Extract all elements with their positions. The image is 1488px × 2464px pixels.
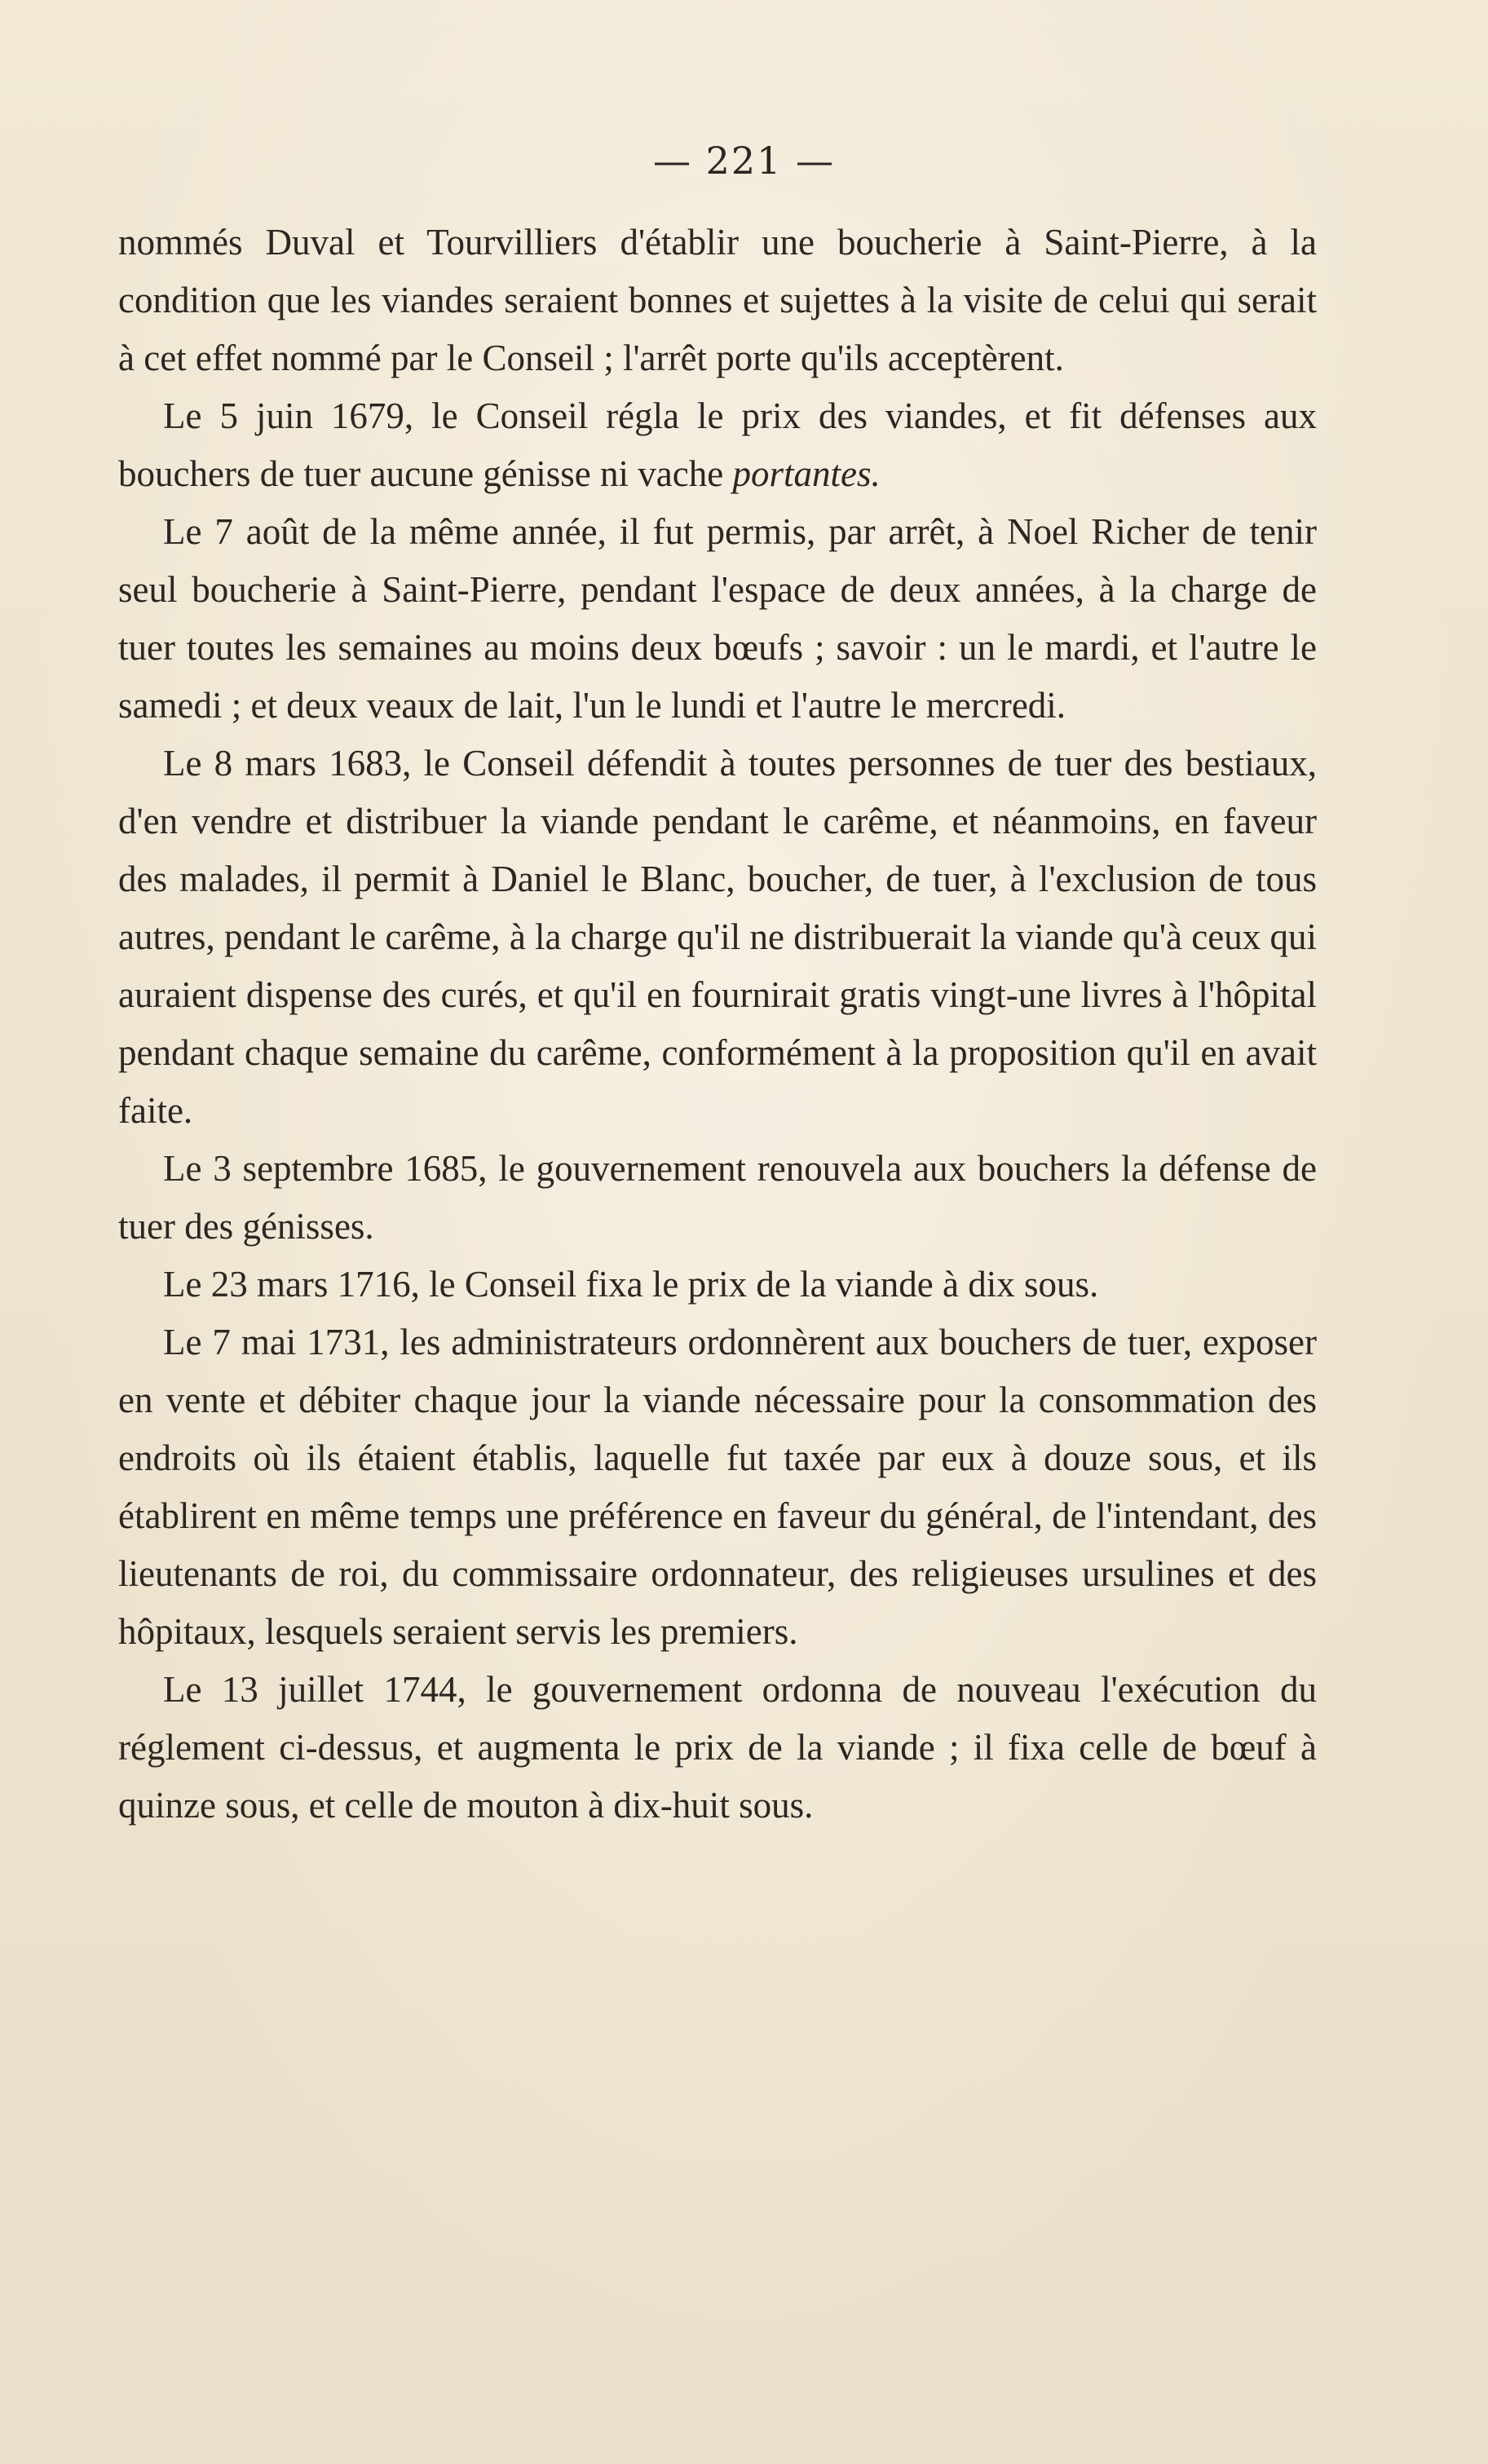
- paragraph-text: nommés Duval et Tourvilliers d'établir une boucherie à Saint-Pierre, à la condition que les viandes seraient bonnes et sujettes à la visite de celui qui serait à cet effet nommé par le Conseil ; l'arrêt porte qu'ils acceptèrent.: [118, 222, 1317, 378]
- paragraph: [118, 1314, 1317, 1661]
- paragraph: [118, 735, 1317, 1140]
- paragraph-text: Le 23 mars 1716, le Conseil fixa le prix de la viande à dix sous.: [163, 1264, 1099, 1305]
- paragraph-text: Le 3 septembre 1685, le gouvernement renouvela aux bouchers la défense de tuer des génisses.: [118, 1148, 1317, 1247]
- paragraph: [118, 503, 1317, 735]
- paragraph-text: Le 8 mars 1683, le Conseil défendit à toutes personnes de tuer des bestiaux, d'en vendre et distribuer la viande pendant le carême, et néanmoins, en faveur des malades, il permit à Daniel le Blanc, boucher, de tuer, à l'exclusion de tous autres, pendant le carême, à la charge qu'il ne distribuerait la viande qu'à ceux qui auraient dispense des curés, et qu'il en fournirait gratis vingt-une livres à l'hôpital pendant chaque semaine du carême, conformément à la proposition qu'il en avait faite.: [118, 743, 1317, 1131]
- paragraph-text: Le 5 juin 1679, le Conseil régla le prix des viandes, et fit défenses aux bouchers de tuer aucune génisse ni vache: [118, 395, 1317, 494]
- italic-text: portantes.: [732, 453, 881, 494]
- paragraph-text: Le 13 juillet 1744, le gouvernement ordonna de nouveau l'exécution du réglement ci-dessus, et augmenta le prix de la viande ; il fixa celle de bœuf à quinze sous, et celle de mouton à dix-huit sous.: [118, 1669, 1317, 1826]
- paragraph: [118, 1661, 1317, 1835]
- paragraph: [118, 1256, 1317, 1314]
- paragraph: [118, 1140, 1317, 1256]
- paragraph: [118, 387, 1317, 503]
- page-number: — 221 —: [652, 139, 836, 183]
- paragraph: [118, 214, 1317, 387]
- paragraph-text: Le 7 mai 1731, les administrateurs ordonnèrent aux bouchers de tuer, exposer en vente et débiter chaque jour la viande nécessaire pour la consommation des endroits où ils étaient établis, laquelle fut taxée par eux à douze sous, et ils établirent en même temps une préférence en faveur du général, de l'intendant, des lieutenants de roi, du commissaire ordonnateur, des religieuses ursulines et des hôpitaux, lesquels seraient servis les premiers.: [118, 1322, 1317, 1652]
- body-text: [118, 214, 1317, 1835]
- paragraph-text: Le 7 août de la même année, il fut permis, par arrêt, à Noel Richer de tenir seul boucherie à Saint-Pierre, pendant l'espace de deux années, à la charge de tuer toutes les semaines au moins deux bœufs ; savoir : un le mardi, et l'autre le samedi ; et deux veaux de lait, l'un le lundi et l'autre le mercredi.: [118, 511, 1317, 726]
